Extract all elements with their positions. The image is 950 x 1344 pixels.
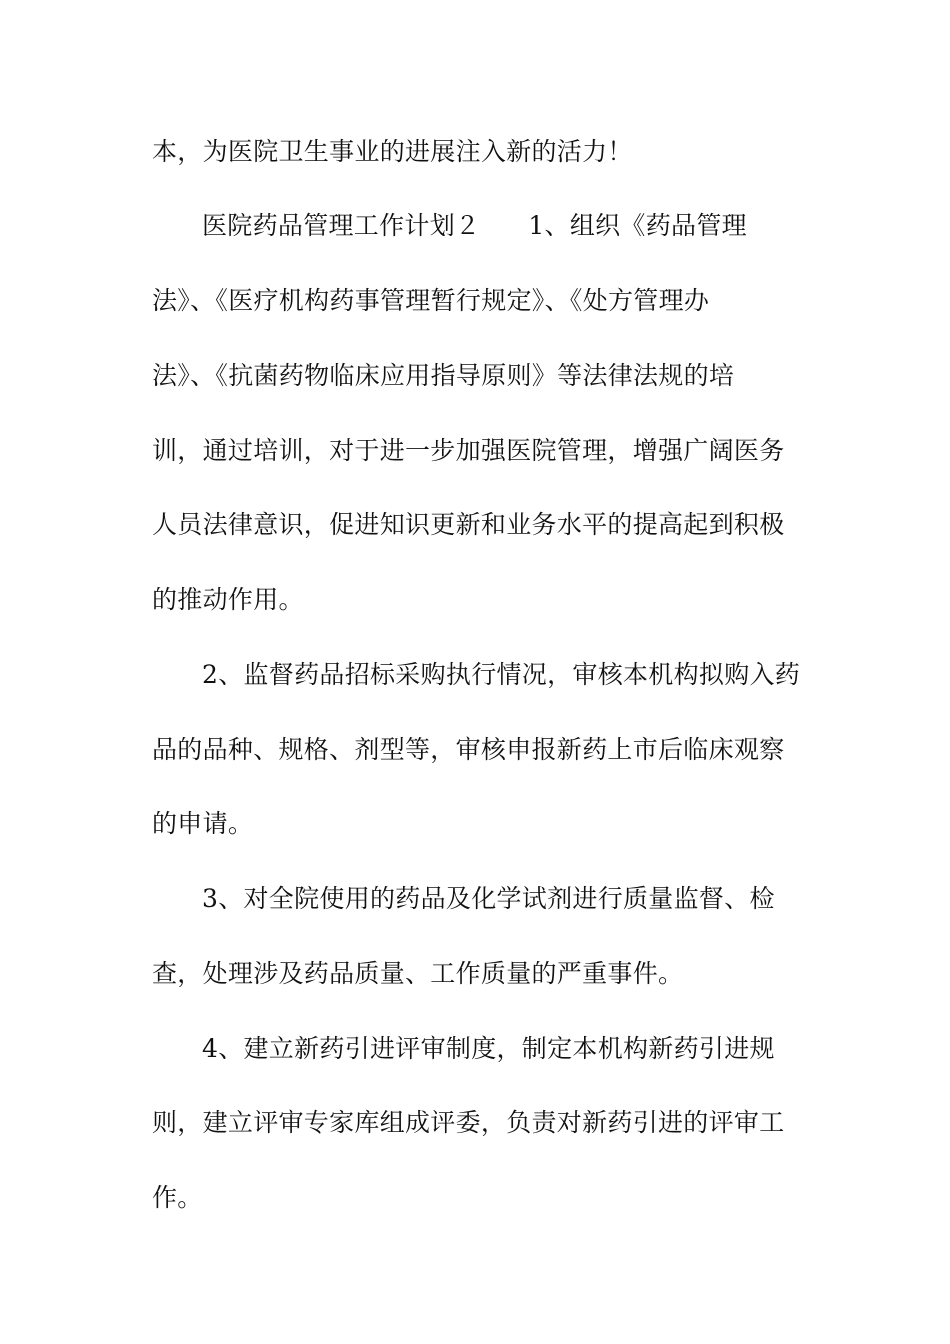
text-line: 的推动作用。	[152, 585, 304, 614]
text-line: 2、监督药品招标采购执行情况，审核本机构拟购入药	[202, 660, 801, 689]
text-line: 本，为医院卫生事业的进展注入新的活力！	[152, 137, 633, 166]
text-line: 作。	[152, 1183, 203, 1212]
text-line: 则，建立评审专家库组成评委，负责对新药引进的评审工	[152, 1108, 785, 1137]
text-line: 4、建立新药引进评审制度，制定本机构新药引进规	[202, 1034, 775, 1063]
text-line: 法》、《抗菌药物临床应用指导原则》等法律法规的培	[152, 361, 735, 390]
section-heading-line	[202, 210, 747, 242]
text-line: 3、对全院使用的药品及化学试剂进行质量监督、检	[202, 884, 775, 913]
text-line: 人员法律意识，促进知识更新和业务水平的提高起到积极	[152, 510, 785, 539]
text-line: 的申请。	[152, 809, 254, 838]
text-line: 法》、《医疗机构药事管理暂行规定》、《处方管理办	[152, 286, 710, 315]
section-title: 医院药品管理工作计划２	[202, 211, 481, 240]
text-line: 训，通过培训，对于进一步加强医院管理，增强广阔医务	[152, 436, 785, 465]
text-line: 1、组织《药品管理	[528, 211, 747, 240]
text-line: 品的品种、规格、剂型等，审核申报新药上市后临床观察	[152, 735, 785, 764]
text-line: 查，处理涉及药品质量、工作质量的严重事件。	[152, 959, 684, 988]
